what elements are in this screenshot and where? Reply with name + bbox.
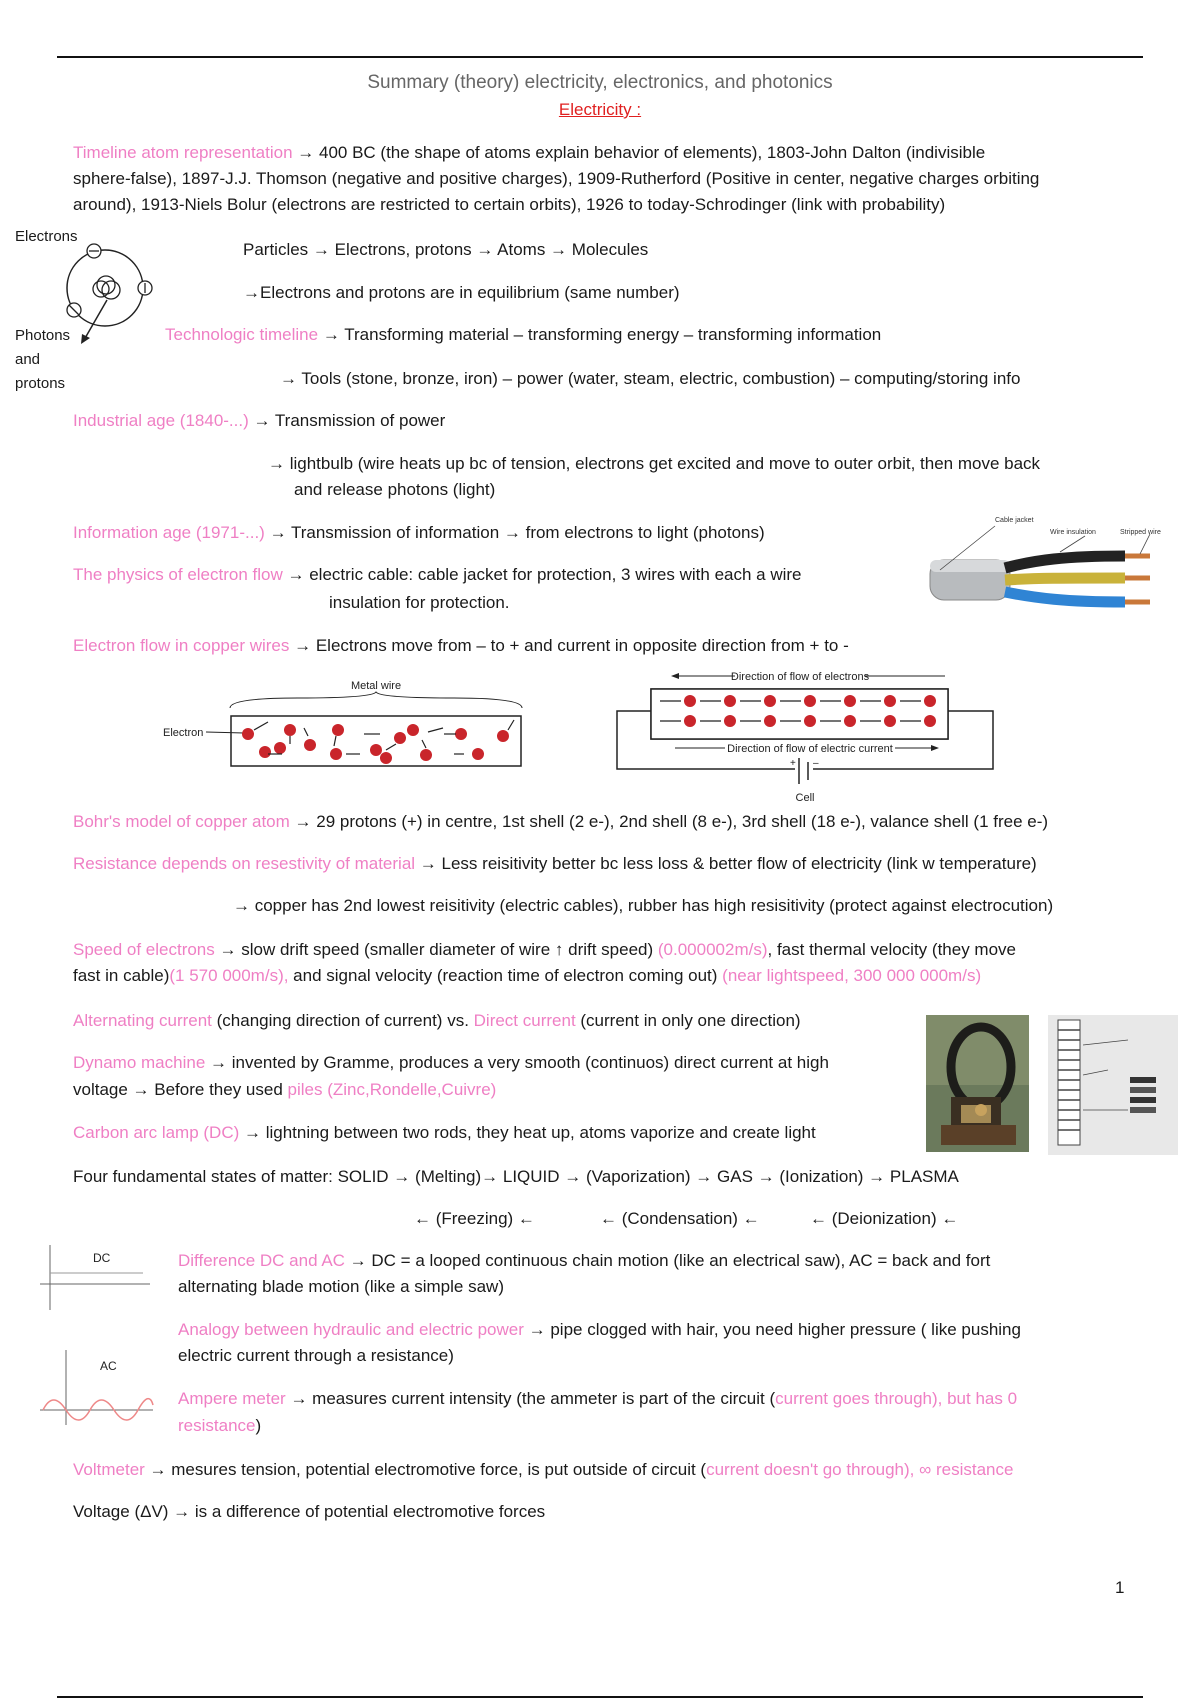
copper-text-1: → Electrons move from – to + and current in opposite direction from + to -: [294, 636, 849, 655]
speed-line-1: [73, 937, 1016, 963]
dc-graph-label: DC: [93, 1251, 111, 1265]
dc-ac-graphs: [38, 1240, 168, 1435]
dynamo-label: Dynamo machine: [73, 1053, 206, 1072]
voltmeter-text: → mesures tension, potential electromotive force, is put outside of circuit (: [149, 1460, 707, 1479]
technologic-line-1: [165, 322, 881, 348]
metal-wire-label: Metal wire: [350, 680, 402, 692]
alternating-text-1: (changing direction of current) vs.: [211, 1011, 474, 1030]
speed-thermal-value: (1 570 000m/s),: [169, 966, 289, 985]
speed-text-1a: → slow drift speed (smaller diameter of wire ↑ drift speed): [219, 940, 654, 959]
information-label: Information age (1971-...): [73, 523, 265, 542]
ampere-text-1a: → measures current intensity (the ammeter is part of the circuit (: [290, 1389, 776, 1408]
ampere-text-2a: resistance: [178, 1416, 256, 1435]
dynamo-text-1: → invented by Gramme, produces a very smooth (continuos) direct current at high: [210, 1053, 829, 1072]
industrial-line-3: and release photons (light): [294, 480, 496, 499]
bottom-rule: [57, 1696, 1143, 1698]
page-title: Summary (theory) electricity, electronics, and photonics: [367, 72, 833, 93]
speed-text-2a: fast in cable): [73, 966, 170, 985]
difference-label: Difference DC and AC: [178, 1251, 345, 1270]
resistance-label: Resistance depends on resestivity of material: [73, 854, 416, 873]
particles-line-2: →Electrons and protons are in equilibrium (same number): [243, 283, 680, 302]
ampere-line-2: [178, 1413, 261, 1439]
cell-minus-label: –: [813, 758, 819, 769]
timeline-text-1: → 400 BC (the shape of atoms explain behavior of elements), 1803-John Dalton (indivisible: [297, 143, 986, 162]
states-back-3: ← (Deionization) ←: [810, 1209, 959, 1228]
speed-line-2: [73, 963, 981, 989]
top-rule: [57, 56, 1143, 58]
ampere-line-1: [178, 1386, 1017, 1412]
information-text-1: → Transmission of information → from electrons to light (photons): [269, 523, 765, 542]
timeline-label: Timeline atom representation: [73, 143, 293, 162]
ac-graph-label: AC: [100, 1359, 117, 1373]
physics-line-2: insulation for protection.: [329, 593, 510, 612]
atom-photons-line-1: Photons: [15, 327, 71, 344]
dynamo-line-1: [73, 1050, 829, 1076]
analogy-line-1: [178, 1317, 1021, 1343]
atom-photons-line-3: protons: [15, 375, 66, 392]
cable-image: [925, 512, 1165, 632]
physics-label: The physics of electron flow: [73, 565, 283, 584]
industrial-line-2: → lightbulb (wire heats up bc of tension, electrons get excited and move to outer orbit, then move back: [268, 454, 1041, 473]
speed-text-1c: , fast thermal velocity (they move: [767, 940, 1016, 959]
particles-line-1: Particles → Electrons, protons → Atoms → Molecules: [243, 240, 649, 259]
cable-jacket-label: Cable jacket: [995, 517, 1034, 524]
cell-plus-label: +: [790, 758, 796, 769]
bohr-text: → 29 protons (+) in centre, 1st shell (2 e-), 2nd shell (8 e-), 3rd shell (18 e-), valance shell (1 free e-): [294, 812, 1049, 831]
states-line-1: Four fundamental states of matter: SOLID → (Melting)→ LIQUID → (Vaporization) → GAS → (Ionization) → PLASMA: [73, 1167, 959, 1186]
analogy-text-1: → pipe clogged with hair, you need higher pressure ( like pushing: [528, 1320, 1021, 1339]
alternating-text-2: (current in only one direction): [575, 1011, 801, 1030]
dynamo-photo: [926, 1015, 1029, 1152]
carbon-text: → lightning between two rods, they heat up, atoms vaporize and create light: [244, 1123, 816, 1142]
voltmeter-pink: current doesn't go through), ∞ resistance: [706, 1460, 1014, 1479]
speed-signal-value: (near lightspeed, 300 000 000m/s): [717, 966, 982, 985]
timeline-line-2: sphere-false), 1897-J.J. Thomson (negative and positive charges), 1909-Rutherford (Positive in center, negative charges orbiting: [73, 169, 1040, 188]
copper-label: Electron flow in copper wires: [73, 636, 290, 655]
physics-text-1: → electric cable: cable jacket for protection, 3 wires with each a wire: [287, 565, 802, 584]
industrial-line-1: [73, 408, 445, 434]
technologic-line-2: → Tools (stone, bronze, iron) – power (water, steam, electric, combustion) – computing/storing info: [280, 369, 1021, 388]
circuit-diagram: [615, 666, 995, 806]
difference-line-2: alternating blade motion (like a simple saw): [178, 1277, 504, 1296]
analogy-line-2: electric current through a resistance): [178, 1346, 454, 1365]
dynamo-piles: piles (Zinc,Rondelle,Cuivre): [287, 1080, 497, 1099]
timeline-line-3: around), 1913-Niels Bolur (electrons are restricted to certain orbits), 1926 to today-Schrodinger (link with probability): [73, 195, 946, 214]
voltmeter-line: [73, 1457, 1013, 1483]
ampere-label: Ampere meter: [178, 1389, 286, 1408]
flow-electrons-label: Direction of flow of electrons: [730, 671, 870, 683]
carbon-label: Carbon arc lamp (DC): [73, 1123, 240, 1142]
industrial-label: Industrial age (1840-...): [73, 411, 249, 430]
difference-text-1: → DC = a looped continuous chain motion (like an electrical saw), AC = back and fort: [349, 1251, 991, 1270]
dynamo-text-2a: voltage → Before they used: [73, 1080, 288, 1099]
ampere-text-1b: current goes through), but has 0: [775, 1389, 1018, 1408]
page-number: 1: [1115, 1578, 1125, 1597]
speed-drift-value: (0.000002m/s): [657, 940, 768, 959]
resistance-line-1: [73, 851, 1037, 877]
industrial-text-1: → Transmission of power: [253, 411, 446, 430]
atom-photons-label: [15, 324, 95, 396]
technologic-label: Technologic timeline: [165, 325, 319, 344]
dynamo-line-2: [73, 1077, 496, 1103]
alternating-line: [73, 1008, 801, 1034]
direct-current-label: Direct current: [473, 1011, 576, 1030]
resistance-text-1: → Less reisitivity better bc less loss & better flow of electricity (link w temperature): [419, 854, 1037, 873]
voltaic-pile-sketch: [1048, 1015, 1178, 1155]
cell-label: Cell: [795, 792, 815, 804]
information-line-1: [73, 520, 765, 546]
voltage-line: Voltage (ΔV) → is a difference of potential electromotive forces: [73, 1502, 546, 1521]
electron-label: Electron: [163, 727, 204, 739]
difference-line-1: [178, 1248, 990, 1274]
atom-photons-line-2: and: [15, 351, 41, 368]
bohr-line: [73, 809, 1048, 835]
atom-electrons-label: Electrons: [15, 228, 78, 245]
ampere-text-2b: ): [255, 1416, 262, 1435]
voltmeter-label: Voltmeter: [73, 1460, 145, 1479]
physics-line-1: [73, 562, 802, 588]
analogy-label: Analogy between hydraulic and electric power: [178, 1320, 524, 1339]
flow-current-label: Direction of flow of electric current: [727, 743, 893, 755]
copper-line-1: [73, 633, 849, 659]
resistance-line-2: → copper has 2nd lowest reisitivity (electric cables), rubber has high resisitivity (protect against electrocution): [233, 896, 1054, 915]
states-back-2: ← (Condensation) ←: [600, 1209, 760, 1228]
section-heading: Electricity :: [558, 100, 642, 119]
metal-wire-diagram: [158, 672, 588, 772]
carbon-line: [73, 1120, 816, 1146]
cable-insulation-label: Wire insulation: [1050, 529, 1096, 536]
technologic-text-1: → Transforming material – transforming energy – transforming information: [322, 325, 882, 344]
states-back-1: ← (Freezing) ←: [414, 1209, 535, 1228]
alternating-label: Alternating current: [73, 1011, 212, 1030]
speed-label: Speed of electrons: [73, 940, 215, 959]
bohr-label: Bohr's model of copper atom: [73, 812, 290, 831]
speed-text-2c: and signal velocity (reaction time of electron coming out): [288, 966, 718, 985]
timeline-line-1: [73, 140, 985, 166]
cable-stripped-label: Stripped wire: [1120, 529, 1161, 536]
